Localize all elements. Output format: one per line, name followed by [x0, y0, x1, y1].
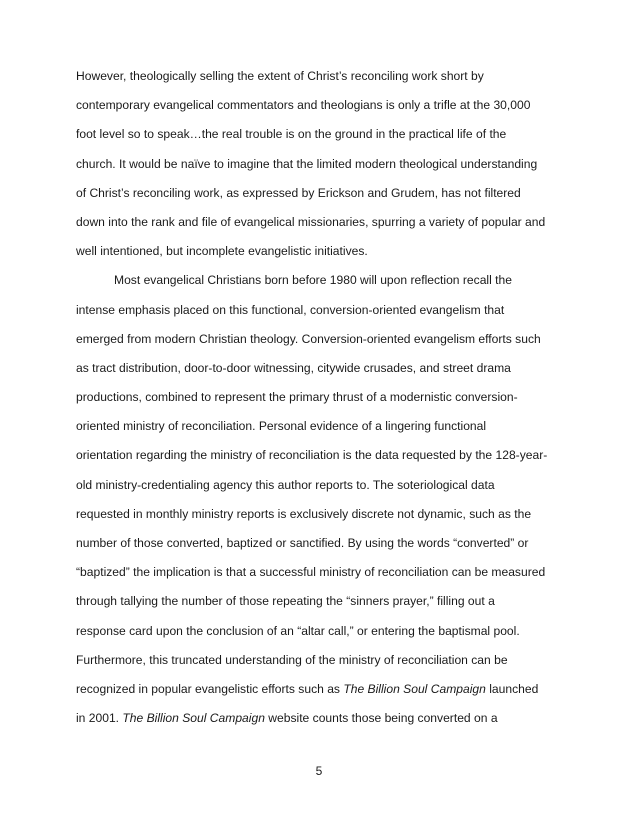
text-line: requested in monthly ministry reports is exclusively discrete not dynamic, such as the	[76, 506, 532, 521]
text-line: productions, combined to represent the primary thrust of a modernistic conversion-	[76, 390, 518, 405]
text-line: “baptized” the implication is that a successful ministry of reconciliation can be measured	[76, 565, 546, 580]
text-line: old ministry-credentialing agency this author reports to. The soteriological data	[76, 477, 495, 492]
text-line: intense emphasis placed on this functional, conversion-oriented evangelism that	[76, 302, 505, 317]
text-line: of Christ’s reconciling work, as expressed by Erickson and Grudem, has not filtered	[76, 185, 521, 200]
text-line: as tract distribution, door-to-door witnessing, citywide crusades, and street drama	[76, 360, 511, 375]
text-line: church. It would be naïve to imagine that the limited modern theological understanding	[76, 156, 538, 171]
text-line: contemporary evangelical commentators and theologians is only a trifle at the 30,000	[76, 98, 531, 113]
text-line: However, theologically selling the extent of Christ’s reconciling work short by	[76, 69, 484, 83]
paragraph-start-line: Most evangelical Christians born before 1980 will upon reflection recall the	[114, 273, 512, 288]
campaign-title-italic: The Billion Soul Campaign	[343, 681, 486, 696]
text-line: through tallying the number of those repeating the “sinners prayer,” filling out a	[76, 594, 495, 609]
text-segment: recognized in popular evangelistic efforts such as	[76, 681, 344, 696]
text-line	[76, 704, 576, 733]
text-line: foot level so to speak…the real trouble is on the ground in the practical life of the	[76, 127, 507, 142]
text-line: response card upon the conclusion of an “altar call,” or entering the baptismal pool.	[76, 623, 520, 638]
text-line: orientation regarding the ministry of reconciliation is the data requested by the 128-year-	[76, 448, 548, 463]
text-line: down into the rank and file of evangelical missionaries, spurring a variety of popular and	[76, 214, 546, 229]
body-text	[76, 62, 576, 733]
text-segment: launched	[485, 681, 539, 696]
text-line: well intentioned, but incomplete evangelistic initiatives.	[76, 244, 368, 259]
page-number: 5	[315, 764, 323, 778]
text-segment: website counts those being converted on a	[264, 711, 498, 726]
text-line: number of those converted, baptized or sanctified. By using the words “converted” or	[76, 536, 529, 550]
text-line: oriented ministry of reconciliation. Personal evidence of a lingering functional	[76, 419, 487, 434]
text-line: Furthermore, this truncated understanding of the ministry of reconciliation can be	[76, 652, 508, 667]
campaign-title-italic: The Billion Soul Campaign	[122, 711, 265, 726]
text-segment: in 2001.	[76, 711, 123, 726]
text-line	[76, 675, 576, 704]
text-line: emerged from modern Christian theology. Conversion-oriented evangelism efforts such	[76, 331, 541, 346]
